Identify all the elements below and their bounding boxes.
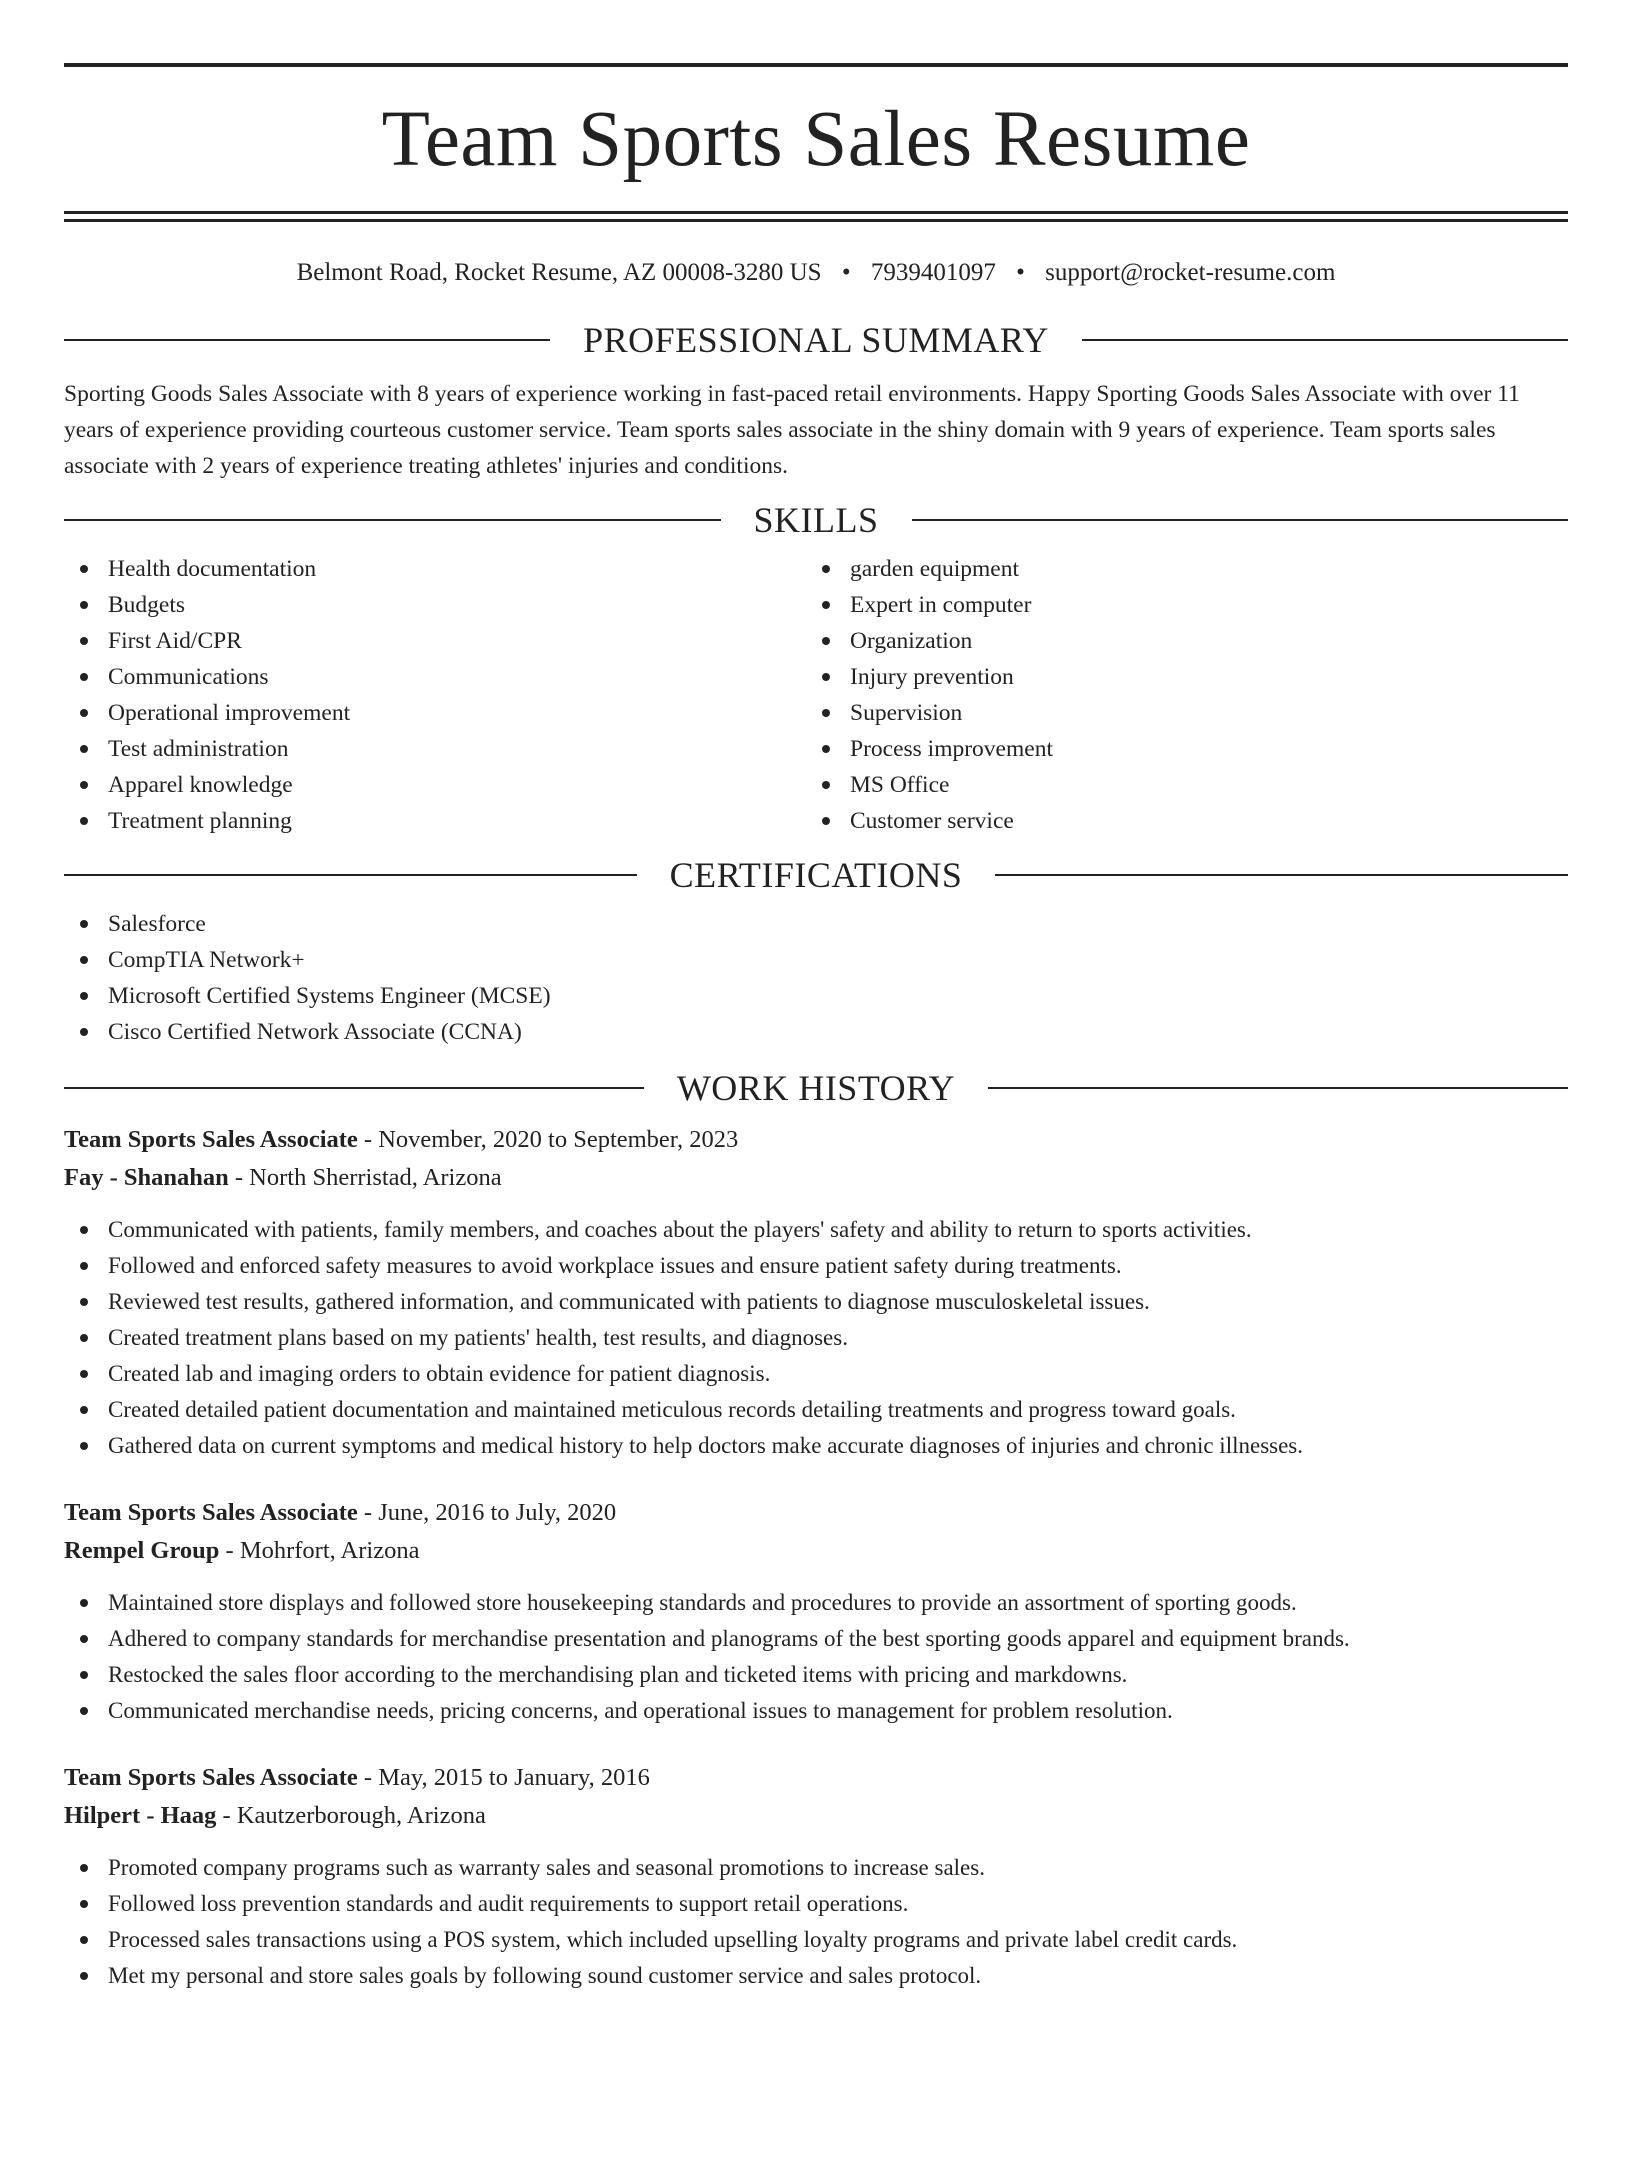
job-bullets: [64, 1850, 1568, 1994]
job-title: Team Sports Sales Associate: [64, 1126, 358, 1153]
job-bullet: Maintained store displays and followed store housekeeping standards and procedures to provide an assortment of sporting goods.: [64, 1585, 1568, 1621]
skill-item: Operational improvement: [64, 695, 806, 731]
contact-phone: 7939401097: [870, 259, 996, 286]
job-company: Hilpert - Haag: [64, 1802, 217, 1829]
job-dates: - June, 2016 to July, 2020: [357, 1499, 617, 1526]
skills-columns: [64, 551, 1568, 839]
skill-item: Expert in computer: [806, 587, 1548, 623]
heading-rule: [64, 1087, 644, 1089]
job-bullet: Followed and enforced safety measures to avoid workplace issues and ensure patient safety during treatments.: [64, 1248, 1568, 1284]
skill-item: Treatment planning: [64, 803, 806, 839]
certifications-list: [64, 906, 1568, 1050]
job-title-line: [64, 1759, 1568, 1797]
skill-item: Customer service: [806, 803, 1548, 839]
job-bullet: Met my personal and store sales goals by following sound customer service and sales protocol.: [64, 1958, 1568, 1994]
contact-address: Belmont Road, Rocket Resume, AZ 00008-3280 US: [296, 259, 822, 286]
work-history-heading-label: WORK HISTORY: [676, 1068, 956, 1108]
job-title-line: [64, 1494, 1568, 1532]
work-history-heading: [64, 1067, 1568, 1109]
job-location: - North Sherristad, Arizona: [228, 1164, 502, 1191]
job-bullet: Promoted company programs such as warranty sales and seasonal promotions to increase sales.: [64, 1850, 1568, 1886]
title-double-rule: [64, 211, 1568, 222]
heading-rule: [1082, 339, 1568, 341]
job-bullet: Communicated merchandise needs, pricing concerns, and operational issues to management for problem resolution.: [64, 1693, 1568, 1729]
skills-heading: [64, 499, 1568, 541]
skills-heading-label: SKILLS: [753, 500, 879, 540]
contact-line: [64, 256, 1568, 290]
certification-item: Salesforce: [64, 906, 1568, 942]
certification-item: CompTIA Network+: [64, 942, 1568, 978]
job-title: Team Sports Sales Associate: [64, 1764, 358, 1791]
certification-item: Cisco Certified Network Associate (CCNA): [64, 1014, 1568, 1050]
skill-item: garden equipment: [806, 551, 1548, 587]
job-bullet: Created treatment plans based on my patients' health, test results, and diagnoses.: [64, 1320, 1568, 1356]
job-bullet: Gathered data on current symptoms and medical history to help doctors make accurate diagnoses of injuries and chronic illnesses.: [64, 1428, 1568, 1464]
heading-rule: [64, 339, 550, 341]
job-bullet: Reviewed test results, gathered information, and communicated with patients to diagnose musculoskeletal issues.: [64, 1284, 1568, 1320]
contact-separator: •: [1016, 259, 1025, 286]
heading-rule: [64, 874, 637, 876]
job-bullet: Created detailed patient documentation and maintained meticulous records detailing treatments and progress toward goals.: [64, 1392, 1568, 1428]
skill-item: MS Office: [806, 767, 1548, 803]
skills-list-left: [64, 551, 806, 839]
skills-list-right: [806, 551, 1548, 839]
job-entry: [64, 1494, 1568, 1729]
job-dates: - November, 2020 to September, 2023: [357, 1126, 739, 1153]
heading-rule: [912, 519, 1569, 521]
job-entry: [64, 1759, 1568, 1994]
skill-item: Communications: [64, 659, 806, 695]
skill-item: First Aid/CPR: [64, 623, 806, 659]
job-company-line: [64, 1797, 1568, 1835]
job-title-line: [64, 1121, 1568, 1159]
skill-item: Health documentation: [64, 551, 806, 587]
certification-item: Microsoft Certified Systems Engineer (MCSE): [64, 978, 1568, 1014]
skill-item: Apparel knowledge: [64, 767, 806, 803]
heading-rule: [995, 874, 1568, 876]
skill-item: Organization: [806, 623, 1548, 659]
skill-item: Process improvement: [806, 731, 1548, 767]
job-bullet: Restocked the sales floor according to the merchandising plan and ticketed items with pricing and markdowns.: [64, 1657, 1568, 1693]
resume-page: [0, 63, 1632, 2175]
job-dates: - May, 2015 to January, 2016: [357, 1764, 650, 1791]
resume-title: Team Sports Sales Resume: [381, 96, 1251, 183]
job-company: Rempel Group: [64, 1537, 220, 1564]
job-company-line: [64, 1532, 1568, 1570]
job-bullet: Communicated with patients, family members, and coaches about the players' safety and ability to return to sports activities.: [64, 1212, 1568, 1248]
job-entry: [64, 1121, 1568, 1464]
contact-separator: •: [841, 259, 851, 286]
certifications-heading-label: CERTIFICATIONS: [669, 855, 963, 895]
skill-item: Supervision: [806, 695, 1548, 731]
job-bullets: [64, 1212, 1568, 1464]
job-bullet: Followed loss prevention standards and audit requirements to support retail operations.: [64, 1886, 1568, 1922]
certifications-heading: [64, 854, 1568, 896]
job-bullet: Processed sales transactions using a POS system, which included upselling loyalty programs and private label credit cards.: [64, 1922, 1568, 1958]
summary-heading: [64, 319, 1568, 361]
job-location: - Mohrfort, Arizona: [219, 1537, 420, 1564]
job-company-line: [64, 1159, 1568, 1197]
skill-item: Test administration: [64, 731, 806, 767]
job-bullets: [64, 1585, 1568, 1729]
job-location: - Kautzerborough, Arizona: [216, 1802, 486, 1829]
job-company: Fay - Shanahan: [64, 1164, 229, 1191]
summary-heading-label: PROFESSIONAL SUMMARY: [583, 320, 1049, 360]
job-title: Team Sports Sales Associate: [64, 1499, 358, 1526]
summary-text: Sporting Goods Sales Associate with 8 years of experience working in fast-paced retail environments. Happy Sporting Goods Sales Associate with over 11 years of experience providing courteous customer service. Team sports sales associate in the shiny domain with 9 years of experience. Team sports sales associate with 2 years of experience treating athletes' injuries and conditions.: [64, 381, 1520, 479]
job-bullet: Adhered to company standards for merchandise presentation and planograms of the best sporting goods apparel and equipment brands.: [64, 1621, 1568, 1657]
job-bullet: Created lab and imaging orders to obtain evidence for patient diagnosis.: [64, 1356, 1568, 1392]
contact-email: support@rocket-resume.com: [1045, 259, 1336, 286]
heading-rule: [988, 1087, 1568, 1089]
skill-item: Injury prevention: [806, 659, 1548, 695]
skill-item: Budgets: [64, 587, 806, 623]
heading-rule: [64, 519, 721, 521]
